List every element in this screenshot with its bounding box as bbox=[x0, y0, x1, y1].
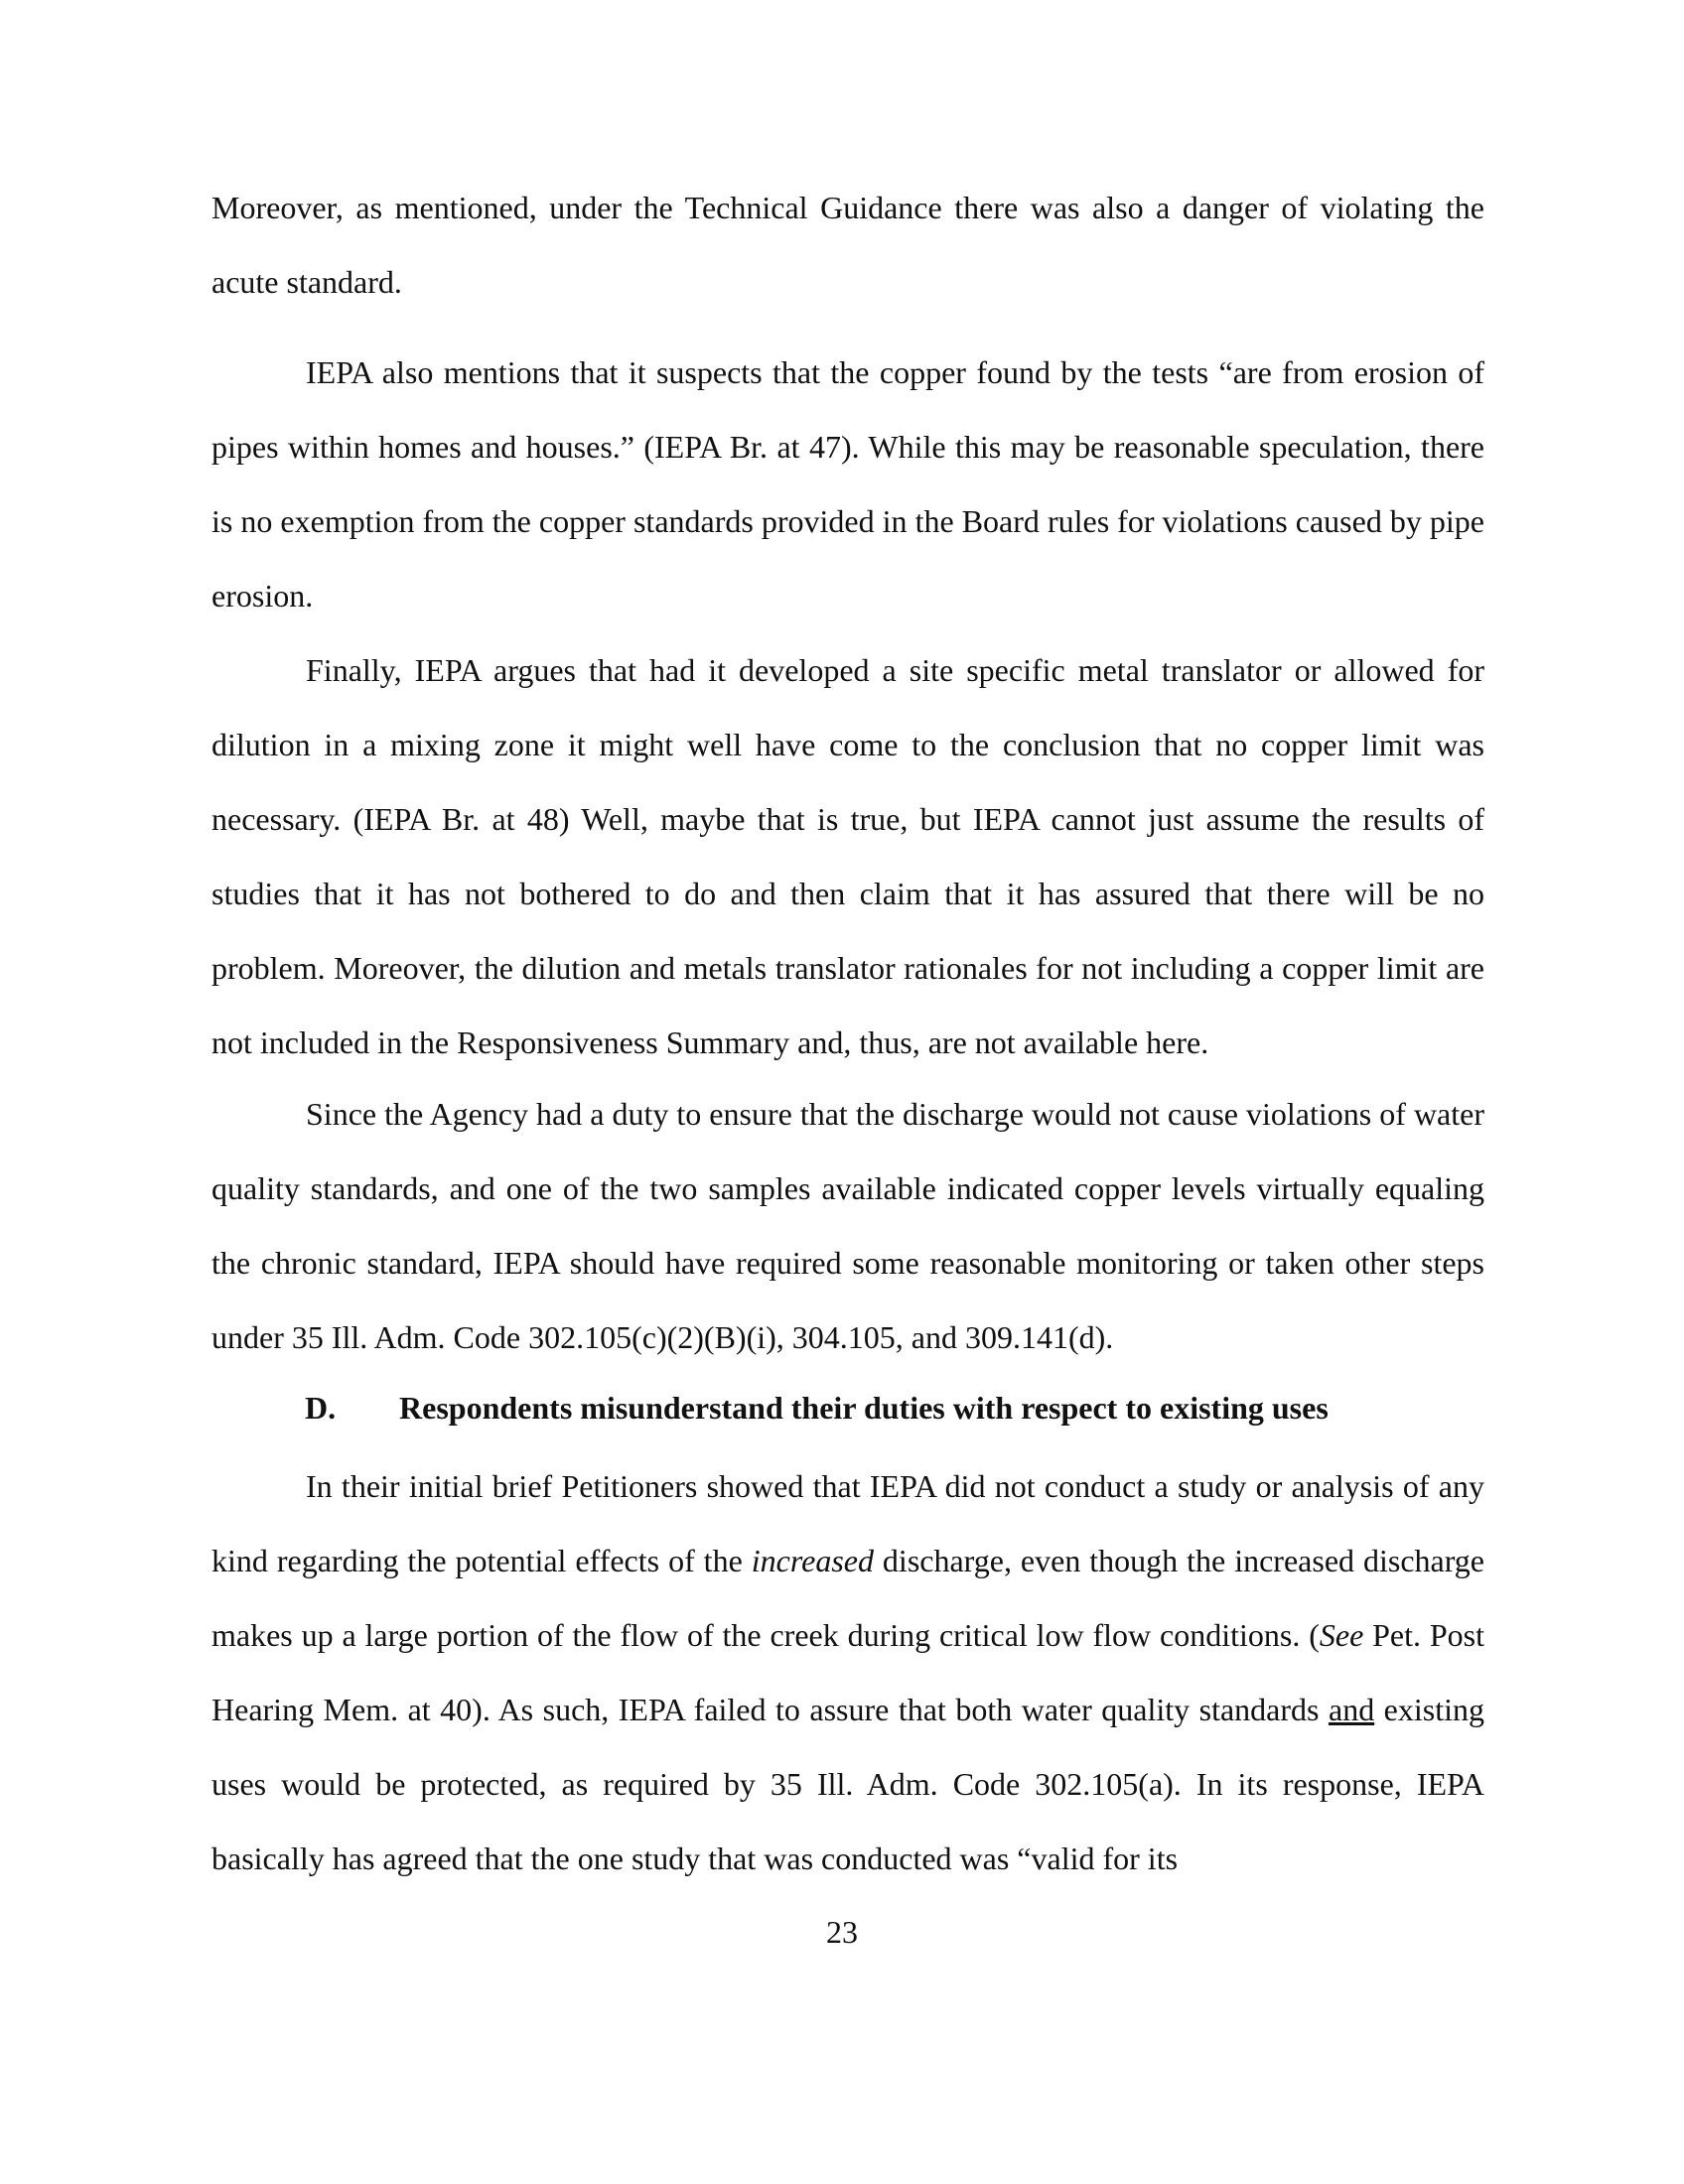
page-number: 23 bbox=[826, 1914, 858, 1950]
section-title: Respondents misunderstand their duties with respect to existing uses bbox=[399, 1390, 1329, 1426]
paragraph-pipe-erosion bbox=[211, 336, 1484, 633]
paragraph-existing-uses bbox=[211, 1449, 1484, 1896]
paragraph-text: IEPA also mentions that it suspects that the copper found by the tests “are from erosion of pipes within homes and houses.” (IEPA Br. at 47). While this may be reasonable speculation, there is no exemption from the copper standards provided in the Board rules for violations caused by pipe erosion. bbox=[211, 354, 1484, 614]
paragraph-text: Moreover, as mentioned, under the Technical Guidance there was also a danger of violating the acute standard. bbox=[211, 190, 1484, 300]
text-run: discharge, even though the increased discharge makes up a large portion of the flow of the creek during critical low flow conditions. ( bbox=[211, 1543, 1485, 1653]
italic-text: increased bbox=[751, 1543, 874, 1578]
paragraph-text: Finally, IEPA argues that had it developed a site specific metal translator or allowed for dilution in a mixing zone it might well have come to the conclusion that no copper limit was necessary. (IEPA Br. at 48) Well, maybe that is true, but IEPA cannot just assume the results of studies that it has not bothered to do and then claim that it has assured that there will be no problem. Moreover, the dilution and metals translator rationales for not including a copper limit are not included in the Responsiveness Summary and, thus, are not available here. bbox=[211, 652, 1484, 1060]
text-run: Pet. Post Hearing Mem. at 40). As such, IEPA failed to assure that both water quality standards bbox=[211, 1617, 1485, 1727]
section-heading bbox=[305, 1388, 1329, 1428]
text-run: In their initial brief Petitioners showed that IEPA did not conduct a study or analysis of any kind regarding the potential effects of the bbox=[211, 1468, 1484, 1578]
underlined-text: and bbox=[1328, 1692, 1375, 1727]
paragraph-metal-translator bbox=[211, 633, 1484, 1080]
italic-text: See bbox=[1319, 1617, 1364, 1653]
text-run: existing uses would be protected, as required by 35 Ill. Adm. Code 302.105(a). In its response, IEPA basically has agreed that the one study that was conducted was “valid for its bbox=[211, 1692, 1485, 1876]
paragraph-continuation bbox=[211, 171, 1484, 320]
section-letter: D. bbox=[305, 1390, 337, 1426]
paragraph-agency-duty bbox=[211, 1077, 1484, 1375]
paragraph-text bbox=[211, 1449, 1484, 1896]
paragraph-text: Since the Agency had a duty to ensure that the discharge would not cause violations of water quality standards, and one of the two samples available indicated copper levels virtually equaling the chronic standard, IEPA should have required some reasonable monitoring or taken other steps under 35 Ill. Adm. Code 302.105(c)(2)(B)(i), 304.105, and 309.141(d). bbox=[211, 1096, 1484, 1355]
